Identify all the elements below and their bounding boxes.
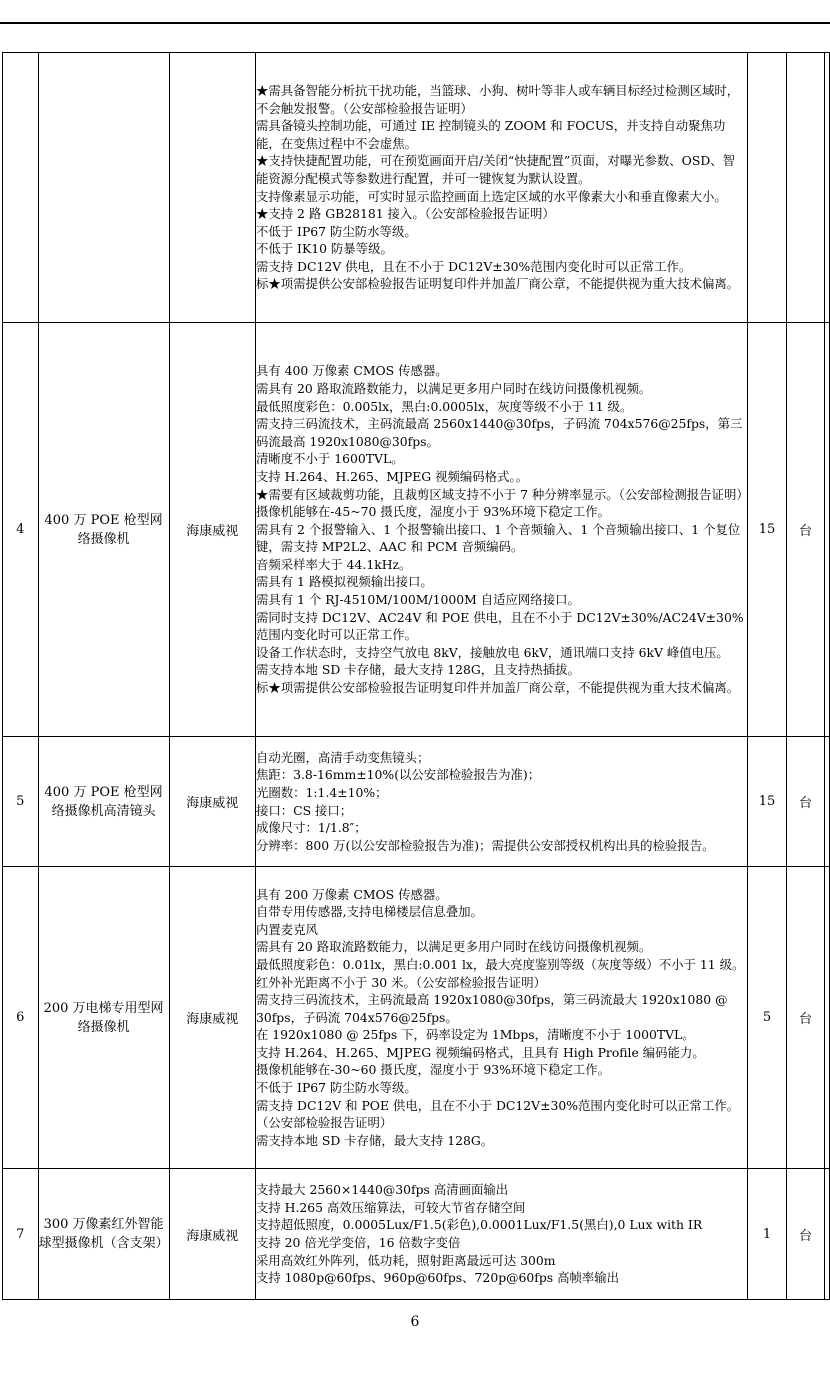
spec-line: 需支持 DC12V 和 POE 供电，且在不小于 DC12V±30%范围内变化时可以正常工作。（公安部检验报告证明） <box>255 1097 740 1131</box>
spec-line: 分辨率：800 万(以公安部检验报告为准)；需提供公安部授权机构出具的检验报告。 <box>255 837 715 853</box>
spec-line: 摄像机能够在-45~70 摄氏度，湿度小于 93%环境下稳定工作。 <box>255 504 611 520</box>
page-number: 6 <box>410 1314 420 1330</box>
table-row <box>3 53 830 323</box>
brand-name <box>169 53 255 323</box>
spec-line: 具有 400 万像素 CMOS 传感器。 <box>255 363 448 379</box>
spec-line: ★需具备智能分析抗干扰功能，当篮球、小狗、树叶等非人或车辆目标经过检测区域时，不会触发报警。（公安部检验报告证明） <box>255 82 740 116</box>
spec-line: 不低于 IP67 防尘防水等级。 <box>255 223 417 239</box>
blank-cell <box>824 323 829 737</box>
spec-cell <box>255 737 747 867</box>
spec-line: 支持像素显示功能，可实时显示监控画面上选定区域的水平像素大小和垂直像素大小。 <box>255 188 727 204</box>
spec-line: ★支持 2 路 GB28181 接入。（公安部检验报告证明） <box>255 206 555 222</box>
product-name: 400 万 POE 枪型网络摄像机高清镜头 <box>38 737 169 867</box>
row-index: 6 <box>3 867 39 1169</box>
brand-name: 海康威视 <box>169 867 255 1169</box>
spec-line: 支持 1080p@60fps、960p@60fps、720p@60fps 高帧率输出 <box>255 1270 620 1286</box>
table-row <box>3 323 830 737</box>
spec-line: 音频采样率大于 44.1kHz。 <box>255 556 412 572</box>
spec-line: 接口：CS 接口； <box>255 802 353 818</box>
unit <box>787 53 825 323</box>
row-index <box>3 53 39 323</box>
product-name: 200 万电梯专用型网络摄像机 <box>38 867 169 1169</box>
spec-line: 自动光圈，高清手动变焦镜头； <box>255 749 430 765</box>
spec-line: ★需要有区域裁剪功能，且裁剪区域支持不小于 7 种分辨率显示。（公安部检测报告证明） <box>255 486 749 502</box>
blank-cell <box>824 1169 829 1300</box>
unit: 台 <box>787 323 825 737</box>
spec-line: 支持 H.265 高效压缩算法，可较大节省存储空间 <box>255 1199 526 1215</box>
spec-line: 采用高效红外阵列，低功耗，照射距离最远可达 300m <box>255 1252 556 1268</box>
unit: 台 <box>787 867 825 1169</box>
row-index: 4 <box>3 323 39 737</box>
spec-line: 红外补光距离不小于 30 米。（公安部检验报告证明） <box>255 974 546 990</box>
spec-line: 需支持三码流技术，主码流最高 2560x1440@30fps，子码流 704x576@25fps，第三码流最高 1920x1080@30fps。 <box>255 416 743 449</box>
quantity: 1 <box>747 1169 787 1300</box>
table-row <box>3 1169 830 1300</box>
spec-line: 需具有 2 个报警输入、1 个报警输出接口、1 个音频输入、1 个音频输出接口、1 个复位键，需支持 MP2L2、AAC 和 PCM 音频编码。 <box>255 521 741 555</box>
spec-line: 需支持本地 SD 卡存储，最大支持 128G，且支持热插拔。 <box>255 662 580 678</box>
spec-line: 支持 H.264、H.265、MJPEG 视频编码格式，且具有 High Profile 编码能力。 <box>255 1044 705 1060</box>
spec-line: 摄像机能够在-30~60 摄氏度，湿度小于 93%环境下稳定工作。 <box>255 1062 611 1078</box>
unit: 台 <box>787 737 825 867</box>
spec-line: 光圈数：1:1.4±10%； <box>255 784 388 800</box>
spec-line: 需具有 20 路取流路数能力，以满足更多用户同时在线访问摄像机视频。 <box>255 380 652 396</box>
spec-cell <box>255 867 747 1169</box>
spec-line: 支持超低照度，0.0005Lux/F1.5(彩色),0.0001Lux/F1.5(黑白),0 Lux with IR <box>255 1217 703 1233</box>
spec-cell <box>255 323 747 737</box>
spec-cell <box>255 53 747 323</box>
blank-cell <box>824 867 829 1169</box>
row-index: 5 <box>3 737 39 867</box>
spec-line: 自带专用传感器,支持电梯楼层信息叠加。 <box>255 904 483 920</box>
spec-line: 需同时支持 DC12V、AC24V 和 POE 供电，且在不小于 DC12V±30%/AC24V±30%范围内变化时可以正常工作。 <box>255 609 744 643</box>
spec-line: 设备工作状态时，支持空气放电 8kV，接触放电 6kV，通讯端口支持 6kV 峰值电压。 <box>255 644 729 660</box>
spec-line: 成像尺寸：1/1.8″； <box>255 820 367 836</box>
quantity: 15 <box>747 737 787 867</box>
spec-line: 内置麦克风 <box>255 921 318 937</box>
spec-line: 支持 H.264、H.265、MJPEG 视频编码格式。。 <box>255 468 529 484</box>
spec-line: ★支持快捷配置功能，可在预览画面开启/关闭“快捷配置”页面，对曝光参数、OSD、智能资源分配模式等参数进行配置，并可一键恢复为默认设置。 <box>255 153 736 186</box>
spec-line: 支持最大 2560×1440@30fps 高清画面输出 <box>255 1182 509 1198</box>
spec-line: 标★项需提供公安部检验报告证明复印件并加盖厂商公章，不能提供视为重大技术偏离。 <box>255 680 740 696</box>
quantity: 5 <box>747 867 787 1169</box>
spec-line: 需具有 20 路取流路数能力，以满足更多用户同时在线访问摄像机视频。 <box>255 939 652 955</box>
spec-line: 需支持本地 SD 卡存储，最大支持 128G。 <box>255 1132 494 1148</box>
brand-name: 海康威视 <box>169 323 255 737</box>
brand-name: 海康威视 <box>169 1169 255 1300</box>
spec-line: 需支持三码流技术，主码流最高 1920x1080@30fps，第三码流最大 1920x1080 @ 30fps，子码流 704x576@25fps。 <box>255 992 728 1025</box>
header-rule <box>0 22 830 24</box>
product-name: 400 万 POE 枪型网络摄像机 <box>38 323 169 737</box>
blank-cell <box>824 737 829 867</box>
spec-line: 需具有 1 路模拟视频输出接口。 <box>255 574 433 590</box>
spec-line: 焦距：3.8-16mm±10%(以公安部检验报告为准)； <box>255 767 541 783</box>
spec-line: 最低照度彩色：0.005lx，黑白:0.0005lx，灰度等级不小于 11 级。 <box>255 398 633 414</box>
row-index: 7 <box>3 1169 39 1300</box>
spec-line: 具有 200 万像素 CMOS 传感器。 <box>255 886 448 902</box>
product-name <box>38 53 169 323</box>
blank-cell <box>824 53 829 323</box>
spec-line: 需具备镜头控制功能，可通过 IE 控制镜头的 ZOOM 和 FOCUS，并支持自动聚焦功能，在变焦过程中不会虚焦。 <box>255 118 726 151</box>
quantity <box>747 53 787 323</box>
quantity: 15 <box>747 323 787 737</box>
table-row <box>3 737 830 867</box>
spec-table <box>2 52 830 1300</box>
product-name: 300 万像素红外智能球型摄像机（含支架） <box>38 1169 169 1300</box>
spec-line: 清晰度不小于 1600TVL。 <box>255 451 404 467</box>
table-row <box>3 867 830 1169</box>
spec-line: 支持 20 倍光学变倍，16 倍数字变倍 <box>255 1235 461 1250</box>
spec-line: 需具有 1 个 RJ-4510M/100M/1000M 自适应网络接口。 <box>255 592 580 608</box>
spec-line: 不低于 IK10 防暴等级。 <box>255 241 393 257</box>
spec-line: 最低照度彩色：0.01lx，黑白:0.001 lx，最大亮度鉴别等级（灰度等级）不小于 11 级。 <box>255 956 745 972</box>
spec-cell <box>255 1169 747 1300</box>
brand-name: 海康威视 <box>169 737 255 867</box>
spec-line: 不低于 IP67 防尘防水等级。 <box>255 1080 417 1096</box>
spec-line: 标★项需提供公安部检验报告证明复印件并加盖厂商公章，不能提供视为重大技术偏离。 <box>255 276 740 292</box>
spec-line: 在 1920x1080 @ 25fps 下，码率设定为 1Mbps，清晰度不小于 1000TVL。 <box>255 1027 695 1043</box>
spec-line: 需支持 DC12V 供电，且在不小于 DC12V±30%范围内变化时可以正常工作。 <box>255 258 692 274</box>
unit: 台 <box>787 1169 825 1300</box>
